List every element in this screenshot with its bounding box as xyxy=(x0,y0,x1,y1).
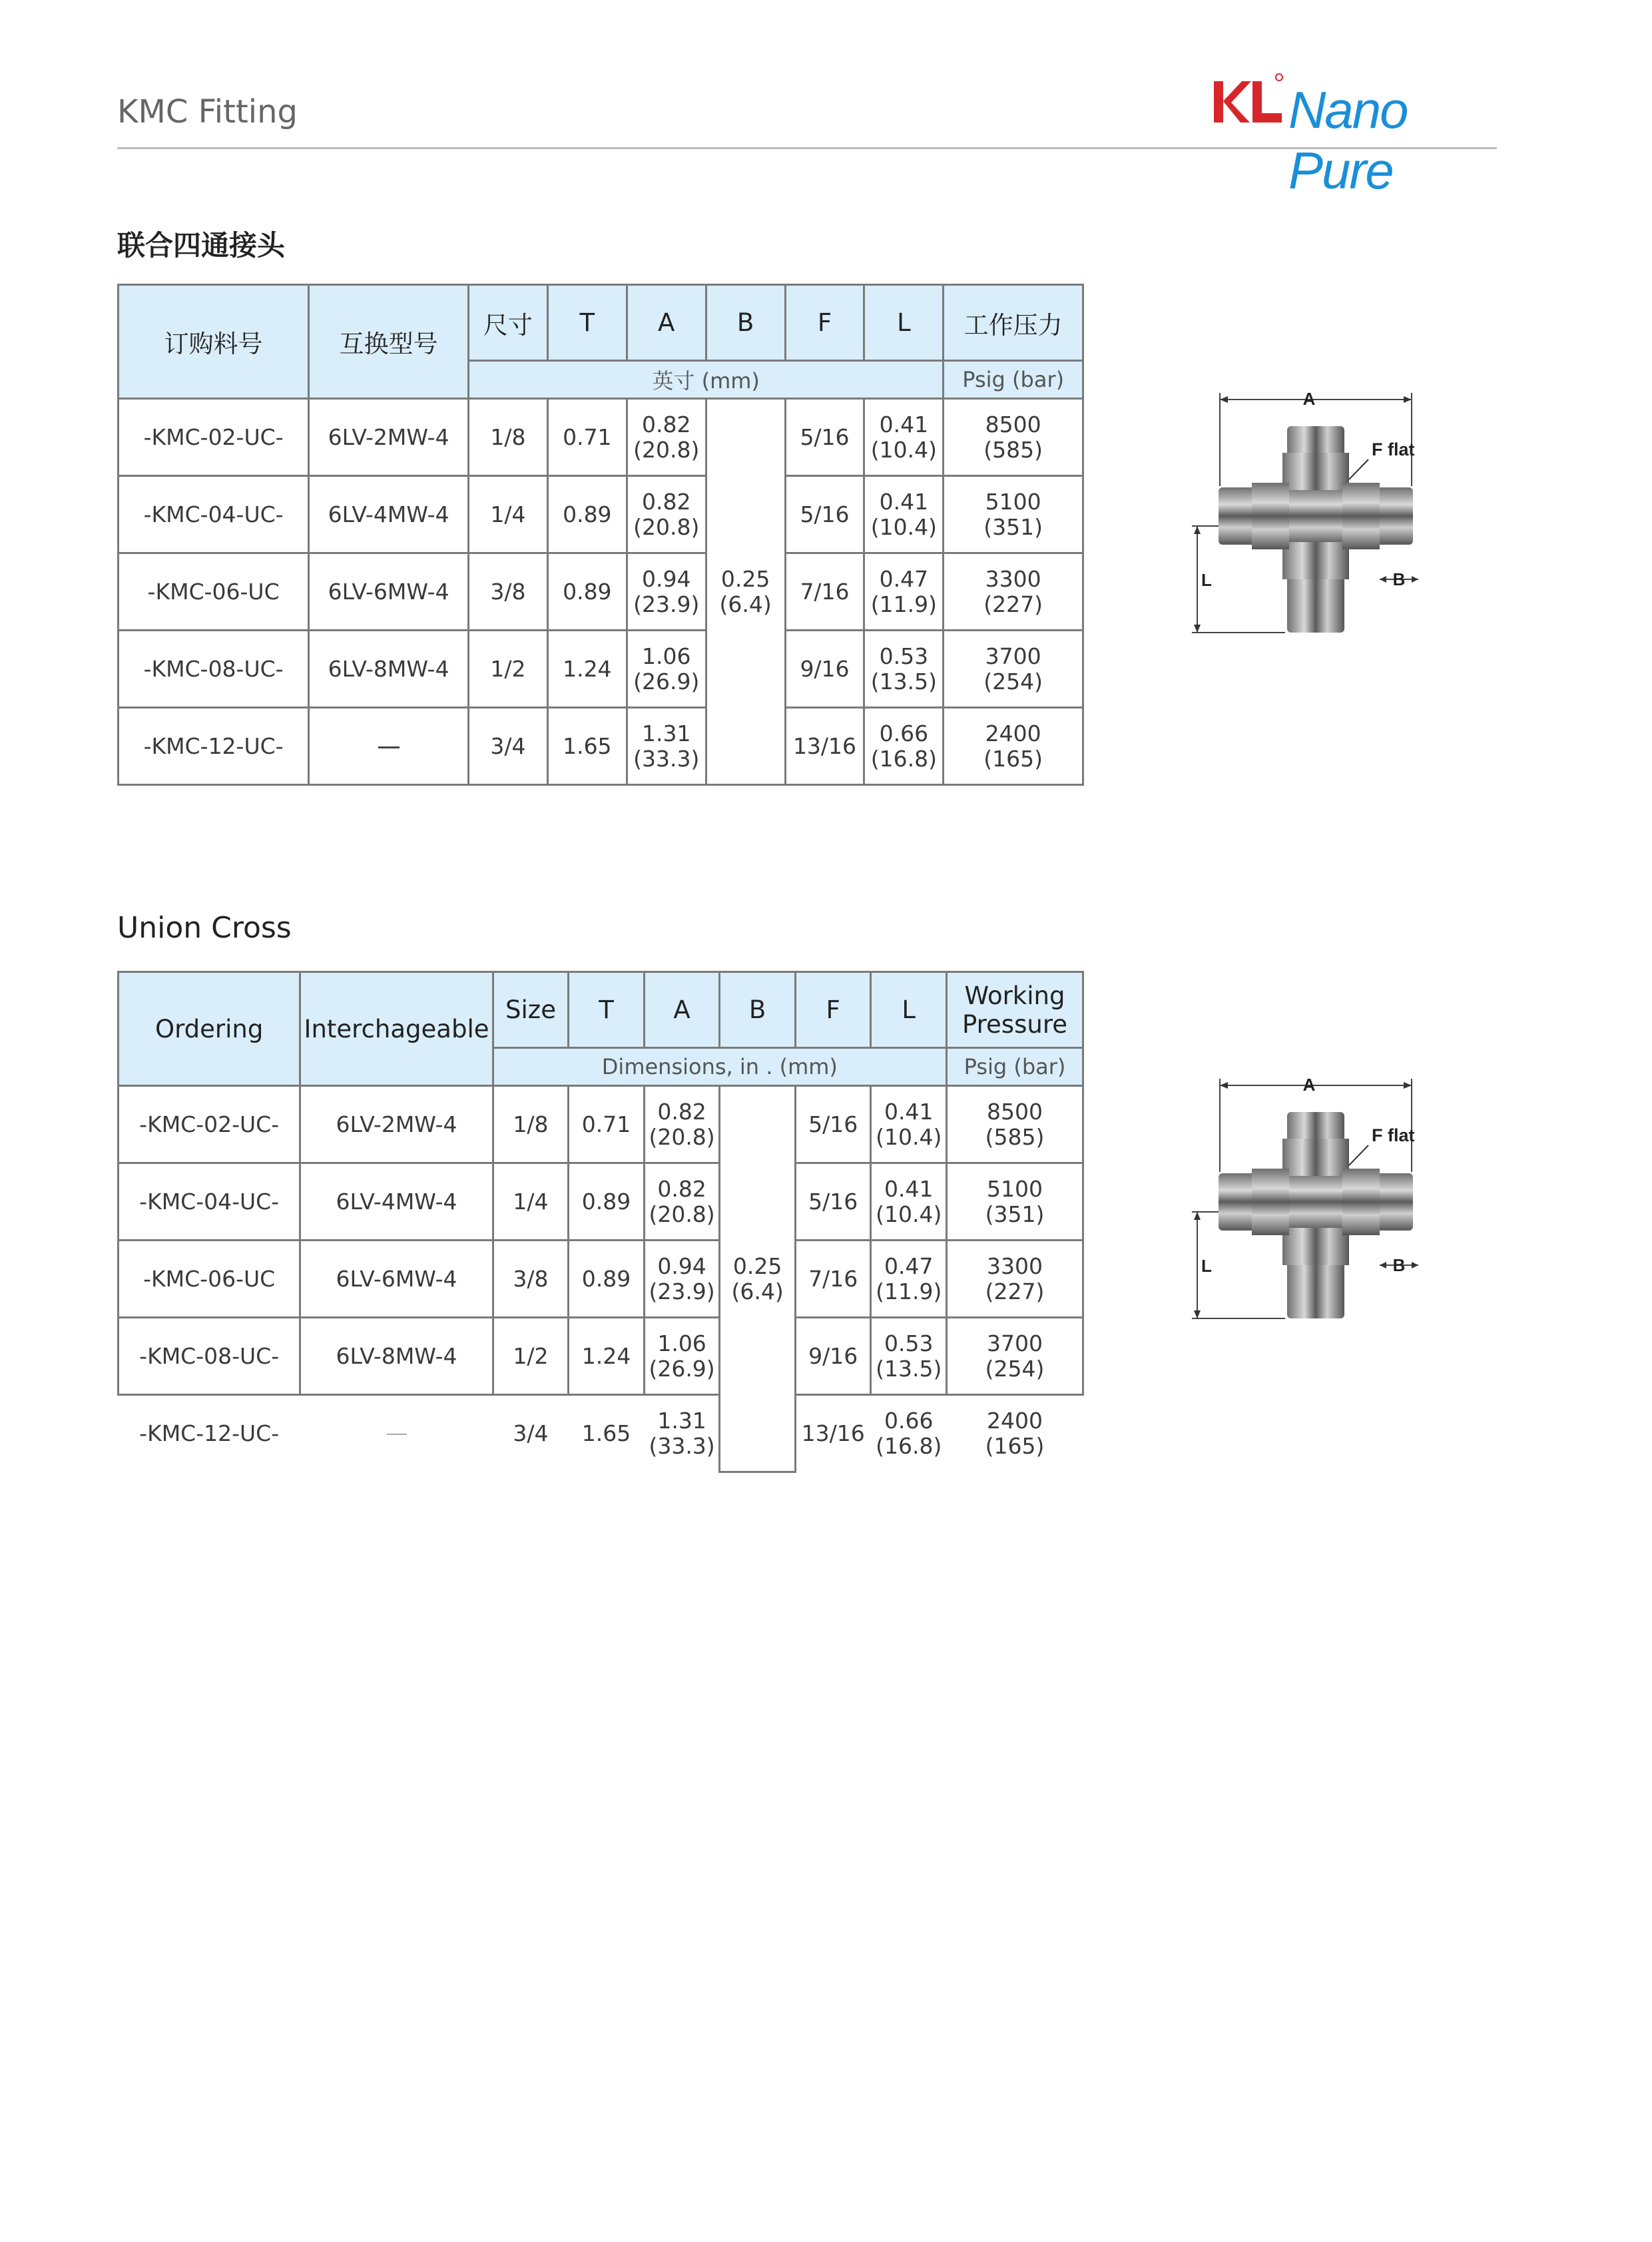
dims-unit-header: Dimensions, in . (mm) xyxy=(493,1048,946,1086)
l-mm: (10.4) xyxy=(876,1123,942,1150)
t-cell: 0.89 xyxy=(569,1241,645,1318)
size-cell: 3/8 xyxy=(468,553,547,631)
table-row xyxy=(119,553,1083,631)
a-mm: (20.8) xyxy=(633,513,700,540)
a-cell xyxy=(627,553,706,631)
pressure-psig: 3300 xyxy=(987,1253,1043,1279)
f-cell: 9/16 xyxy=(785,631,864,708)
brand-logo xyxy=(1209,67,1502,200)
t-cell: 0.89 xyxy=(547,553,627,631)
ordering-cell: -KMC-12-UC- xyxy=(119,708,309,785)
f-cell: 13/16 xyxy=(785,708,864,785)
a-cell xyxy=(644,1395,720,1472)
l-inch: 0.41 xyxy=(884,1175,934,1202)
table-row xyxy=(119,1395,1083,1472)
l-mm: (16.8) xyxy=(870,745,937,772)
l-inch: 0.41 xyxy=(884,1098,934,1125)
size-cell: 1/8 xyxy=(493,1086,569,1163)
col-header-l: L xyxy=(864,285,944,361)
col-header-t: T xyxy=(547,285,627,361)
pressure-header-line2: Pressure xyxy=(962,1009,1067,1039)
a-cell xyxy=(627,476,706,553)
f-cell: 13/16 xyxy=(795,1395,871,1472)
l-mm: (13.5) xyxy=(876,1355,942,1382)
b-mm: (6.4) xyxy=(731,1278,784,1304)
pressure-bar: (351) xyxy=(985,1201,1045,1227)
size-cell: 3/4 xyxy=(493,1395,569,1472)
interchangeable-cell: 6LV-6MW-4 xyxy=(309,553,469,631)
a-mm: (20.8) xyxy=(649,1201,715,1227)
a-cell xyxy=(644,1241,720,1318)
t-cell: 1.65 xyxy=(569,1395,645,1472)
pressure-cell xyxy=(946,1318,1083,1395)
ordering-cell: -KMC-12-UC- xyxy=(119,1395,300,1472)
f-cell: 5/16 xyxy=(785,476,864,553)
table-row xyxy=(119,708,1083,785)
pressure-bar: (227) xyxy=(985,1278,1045,1304)
dash-icon xyxy=(387,1434,407,1435)
l-mm: (10.4) xyxy=(876,1201,942,1227)
col-header-pressure: 工作压力 xyxy=(944,285,1083,361)
t-cell: 0.71 xyxy=(547,399,627,476)
f-cell: 7/16 xyxy=(795,1241,871,1318)
a-inch: 0.82 xyxy=(657,1098,706,1125)
l-cell xyxy=(871,1395,947,1472)
dims-unit-header: 英寸 (mm) xyxy=(468,361,943,399)
section-title-zh: 联合四通接头 xyxy=(117,229,286,262)
l-mm: (13.5) xyxy=(870,668,937,695)
a-mm: (20.8) xyxy=(633,436,700,463)
f-flat-label: F flat xyxy=(1372,439,1415,459)
pressure-bar: (165) xyxy=(985,1432,1045,1459)
col-header-f: F xyxy=(785,285,864,361)
union-cross-diagram xyxy=(1192,386,1432,639)
l-inch: 0.41 xyxy=(879,488,929,515)
a-cell xyxy=(627,708,706,785)
table-row xyxy=(119,399,1083,476)
size-cell: 1/4 xyxy=(468,476,547,553)
a-inch: 0.82 xyxy=(641,488,691,515)
union-cross-diagram xyxy=(1192,1072,1432,1325)
a-inch: 1.06 xyxy=(641,643,691,669)
size-cell: 1/2 xyxy=(493,1318,569,1395)
ordering-cell: -KMC-06-UC xyxy=(119,1241,300,1318)
f-flat-label: F flat xyxy=(1372,1125,1415,1145)
col-header-interchangeable: 互换型号 xyxy=(309,285,469,399)
a-inch: 1.31 xyxy=(641,720,691,746)
l-cell xyxy=(864,399,944,476)
pressure-cell xyxy=(946,1395,1083,1472)
pressure-psig: 3700 xyxy=(985,643,1041,669)
pressure-psig: 5100 xyxy=(985,488,1041,515)
col-header-a: A xyxy=(644,972,720,1048)
pressure-cell xyxy=(944,399,1083,476)
col-header-b: B xyxy=(706,285,785,361)
a-inch: 0.82 xyxy=(641,411,691,437)
dim-b-label: B xyxy=(1392,1255,1406,1275)
l-inch: 0.53 xyxy=(879,643,929,669)
pressure-cell xyxy=(944,631,1083,708)
a-mm: (33.3) xyxy=(633,745,700,772)
t-cell: 1.24 xyxy=(547,631,627,708)
size-cell: 1/4 xyxy=(493,1163,569,1241)
table-row xyxy=(119,1086,1083,1163)
col-header-t: T xyxy=(569,972,645,1048)
ordering-cell: -KMC-04-UC- xyxy=(119,476,309,553)
col-header-ordering: Ordering xyxy=(119,972,300,1086)
table-row xyxy=(119,631,1083,708)
l-cell xyxy=(864,476,944,553)
a-mm: (20.8) xyxy=(649,1123,715,1150)
col-header-f: F xyxy=(795,972,871,1048)
pressure-header-line1: Working xyxy=(964,981,1065,1010)
table-row xyxy=(119,1163,1083,1241)
interchangeable-cell: 6LV-6MW-4 xyxy=(300,1241,493,1318)
table-row xyxy=(119,1241,1083,1318)
l-mm: (11.9) xyxy=(870,591,937,617)
l-cell xyxy=(864,708,944,785)
section-title-en: Union Cross xyxy=(117,911,292,945)
l-mm: (11.9) xyxy=(876,1278,942,1304)
ordering-cell: -KMC-08-UC- xyxy=(119,1318,300,1395)
dim-a-label: A xyxy=(1302,389,1316,409)
spec-table-en xyxy=(117,971,1084,1473)
pressure-bar: (585) xyxy=(985,1123,1045,1150)
l-inch: 0.53 xyxy=(884,1330,934,1356)
pressure-psig: 2400 xyxy=(985,720,1041,746)
f-cell: 9/16 xyxy=(795,1318,871,1395)
f-cell: 7/16 xyxy=(785,553,864,631)
a-cell xyxy=(644,1318,720,1395)
ordering-cell: -KMC-08-UC- xyxy=(119,631,309,708)
pressure-unit-header: Psig (bar) xyxy=(946,1048,1083,1086)
l-cell xyxy=(871,1163,947,1241)
size-cell: 3/4 xyxy=(468,708,547,785)
interchangeable-cell: 6LV-8MW-4 xyxy=(309,631,469,708)
t-cell: 1.65 xyxy=(547,708,627,785)
pressure-bar: (254) xyxy=(985,1355,1045,1382)
col-header-size: 尺寸 xyxy=(468,285,547,361)
a-inch: 1.31 xyxy=(657,1407,706,1434)
pressure-cell xyxy=(946,1086,1083,1163)
l-mm: (16.8) xyxy=(876,1432,942,1459)
pressure-cell xyxy=(944,553,1083,631)
b-cell-merged xyxy=(706,399,785,785)
table-row xyxy=(119,476,1083,553)
pressure-cell xyxy=(944,708,1083,785)
l-inch: 0.66 xyxy=(879,720,929,746)
t-cell: 1.24 xyxy=(569,1318,645,1395)
spec-table-zh xyxy=(117,284,1084,786)
page-header-title: KMC Fitting xyxy=(117,93,298,131)
b-mm: (6.4) xyxy=(719,591,772,617)
l-mm: (10.4) xyxy=(870,436,937,463)
a-inch: 0.94 xyxy=(641,565,691,592)
a-cell xyxy=(644,1086,720,1163)
ordering-cell: -KMC-04-UC- xyxy=(119,1163,300,1241)
interchangeable-cell: 6LV-8MW-4 xyxy=(300,1318,493,1395)
a-cell xyxy=(627,631,706,708)
interchangeable-cell xyxy=(300,1395,493,1472)
dim-l-label: L xyxy=(1201,1256,1212,1276)
pressure-cell xyxy=(946,1163,1083,1241)
interchangeable-cell: 6LV-2MW-4 xyxy=(300,1086,493,1163)
col-header-b: B xyxy=(720,972,796,1048)
table-row xyxy=(119,1318,1083,1395)
interchangeable-cell: 6LV-2MW-4 xyxy=(309,399,469,476)
ordering-cell: -KMC-02-UC- xyxy=(119,399,309,476)
dim-b-label: B xyxy=(1392,569,1406,589)
a-mm: (23.9) xyxy=(649,1278,715,1304)
pressure-bar: (165) xyxy=(983,745,1043,772)
a-mm: (23.9) xyxy=(633,591,700,617)
l-cell xyxy=(871,1086,947,1163)
dim-a-label: A xyxy=(1302,1075,1316,1095)
brand-mark-icon xyxy=(1209,67,1288,140)
pressure-bar: (254) xyxy=(983,668,1043,695)
t-cell: 0.89 xyxy=(547,476,627,553)
l-mm: (10.4) xyxy=(870,513,937,540)
a-inch: 1.06 xyxy=(657,1330,706,1356)
t-cell: 0.89 xyxy=(569,1163,645,1241)
dash-icon xyxy=(378,746,400,748)
col-header-ordering: 订购料号 xyxy=(119,285,309,399)
a-inch: 0.94 xyxy=(657,1253,706,1279)
col-header-size: Size xyxy=(493,972,569,1048)
pressure-bar: (351) xyxy=(983,513,1043,540)
a-cell xyxy=(644,1163,720,1241)
l-cell xyxy=(864,631,944,708)
pressure-psig: 3300 xyxy=(985,565,1041,592)
pressure-unit-header: Psig (bar) xyxy=(944,361,1083,399)
ordering-cell: -KMC-02-UC- xyxy=(119,1086,300,1163)
size-cell: 1/2 xyxy=(468,631,547,708)
size-cell: 3/8 xyxy=(493,1241,569,1318)
l-inch: 0.41 xyxy=(879,411,929,437)
interchangeable-cell: 6LV-4MW-4 xyxy=(309,476,469,553)
f-cell: 5/16 xyxy=(785,399,864,476)
pressure-cell xyxy=(946,1241,1083,1318)
pressure-psig: 8500 xyxy=(987,1098,1043,1125)
dim-l-label: L xyxy=(1201,570,1212,590)
l-inch: 0.47 xyxy=(879,565,929,592)
interchangeable-cell: 6LV-4MW-4 xyxy=(300,1163,493,1241)
interchangeable-cell xyxy=(309,708,469,785)
col-header-pressure xyxy=(946,972,1083,1048)
col-header-interchangeable: Interchageable xyxy=(300,972,493,1086)
pressure-psig: 2400 xyxy=(987,1407,1043,1434)
b-inch: 0.25 xyxy=(732,1253,782,1279)
l-cell xyxy=(871,1241,947,1318)
col-header-a: A xyxy=(627,285,706,361)
t-cell: 0.71 xyxy=(569,1086,645,1163)
pressure-bar: (227) xyxy=(983,591,1043,617)
brand-name: Nano Pure xyxy=(1288,81,1408,200)
b-inch: 0.25 xyxy=(720,565,770,592)
pressure-cell xyxy=(944,476,1083,553)
l-cell xyxy=(871,1318,947,1395)
b-cell-merged xyxy=(720,1086,796,1472)
l-inch: 0.47 xyxy=(884,1253,934,1279)
a-mm: (33.3) xyxy=(649,1432,715,1459)
ordering-cell: -KMC-06-UC xyxy=(119,553,309,631)
a-mm: (26.9) xyxy=(633,668,700,695)
col-header-l: L xyxy=(871,972,947,1048)
f-cell: 5/16 xyxy=(795,1163,871,1241)
pressure-psig: 3700 xyxy=(987,1330,1043,1356)
a-mm: (26.9) xyxy=(649,1355,715,1382)
pressure-psig: 8500 xyxy=(985,411,1041,437)
pressure-bar: (585) xyxy=(983,436,1043,463)
a-inch: 0.82 xyxy=(657,1175,706,1202)
a-cell xyxy=(627,399,706,476)
pressure-psig: 5100 xyxy=(987,1175,1043,1202)
f-cell: 5/16 xyxy=(795,1086,871,1163)
size-cell: 1/8 xyxy=(468,399,547,476)
l-inch: 0.66 xyxy=(884,1407,934,1434)
l-cell xyxy=(864,553,944,631)
